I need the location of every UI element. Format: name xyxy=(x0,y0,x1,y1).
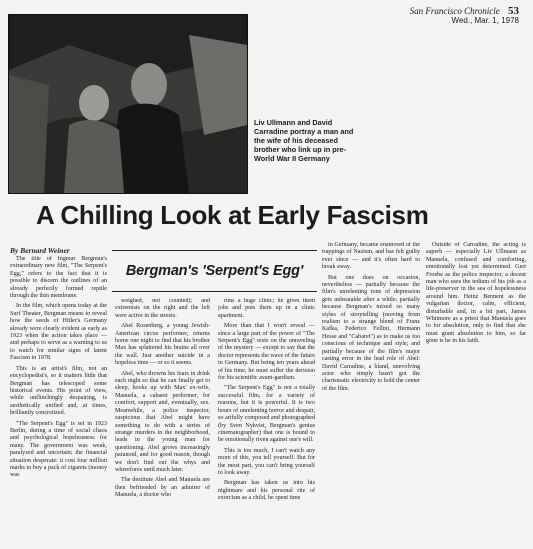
issue-date: Wed., Mar. 1, 1978 xyxy=(451,16,519,25)
subhead-box xyxy=(112,250,317,292)
article-column-3 xyxy=(218,298,315,546)
paragraph: Abel Rosenberg, a young Jewish-American circus performer, returns home one night to find that his brother Max has splattered his brains all over the wall. Just another suicide in a hopeless time — or so it seems. xyxy=(115,323,210,367)
article-column-4 xyxy=(322,242,420,546)
paragraph: In the film, which opens today at the Surf Theater, Bergman means to reveal how the seeds of Hitler's Germany already were clearly evident as early as 1923 when the action takes place — and perhaps to serve as a warning to us to watch for similar signs of latent Fascism in 1978. xyxy=(10,303,107,362)
paragraph: More than that I won't reveal — since a large part of the power of "The Serpent's Egg" rests on the unraveling of the mystery — except to say that the doctor represents the wave of the future in Germany. But being ten years ahead of his time, he must suffer the derision for his scientific avant-gardism. xyxy=(218,323,315,382)
photo-image xyxy=(9,15,247,193)
paragraph: in Germany, became enamored of the trappings of Nazism, and has felt guilty ever since — and it's often hard to break away. xyxy=(322,242,420,271)
paragraph: "The Serpent's Egg" is not a totally successful film, for a variety of reasons, but it is powerful. It is two hours of unrelenting horror and despair, so artfully composed and photographed (by Sven Nykvist, Bergman's genius cinematographer) that one is bound to be emotionally riven against one's will. xyxy=(218,385,315,444)
paragraph: "The Serpent's Egg" is set in 1923 Berlin, during a time of social chaos and psychological hopelessness for many. The government was weak, paralyzed and uncertain; the financial situation desperate: it cost four million marks to buy a pack of cigarets (money was xyxy=(10,420,107,479)
paragraph: weighed, not counted); and extremists on the right and the left were active in the streets. xyxy=(115,298,210,319)
paragraph: Bergman has taken us into his nightmare and his personal rite of exorcism as a child, he spent time xyxy=(218,480,315,502)
article-column-5 xyxy=(426,242,526,546)
paragraph: This is too much, I can't watch any more of this, you tell yourself. But for the most part, you can't bring yourself to look away. xyxy=(218,447,315,476)
paragraph: Abel, who drowns his fears in drink each night so that he can finally get to sleep, hooks up with Max' ex-wife, Manuela, a cabaret performer, for comfort, support and, eventually, sex. Meanwhile, a police inspector, suspicious that Abel might have something to do with a series of strange murders in the neighborhood, leads in the young man for questioning. Abel grows increasingly paranoid, and for good reason, though we don't find out the whys and wherefores until much later. xyxy=(115,370,210,473)
film-still-photo xyxy=(8,14,248,194)
photo-caption: Liv Ullmann and David Carradine portray a man and the wife of his deceased brother who link up in pre-World War II Germany xyxy=(254,118,354,163)
paragraph: The destitute Abel and Manuela are then befriended by an admirer of Manuela, a doctor who xyxy=(115,477,210,499)
page-number: 53 xyxy=(508,5,519,17)
article-column-2 xyxy=(115,298,210,546)
publication-name: San Francisco Chronicle xyxy=(409,6,500,16)
paragraph: runs a huge clinic; he gives them jobs and puts them up in a clinic apartment. xyxy=(218,298,315,319)
paragraph: This is an artist's film, not an encyclopedist's, so it matters little that Bergman has telescoped some historical events. His point of view, while unflinchingly despairing, is aesthetically unified and, at times, brilliantly concretized. xyxy=(10,365,107,417)
byline: By Bernard Weiner xyxy=(10,246,70,255)
article-column-1 xyxy=(10,256,107,546)
paragraph: But one does on occasion, nevertheless — partially because the film's unrelenting tone of depression gets unbearable after a while; partially because Bergman's mixed so many styles of storytelling (moving from realism to a strange blend of Franz Kafka, Federico Fellini, Hermann Hesse and "Cabaret") as to make us too conscious of technique and style; and partially because of the film's major casting error in the lead role of Abel: David Carradine, a bland, unevolving actor who simply hasn't got the charismatic electricity to hold the center of the film. xyxy=(322,274,420,392)
article-headline: A Chilling Look at Early Fascism xyxy=(36,200,429,230)
paragraph: The title of Ingmar Bergman's extraordinary new film, "The Serpent's Egg," refers to the fact that it is possible to discern the outlines of an already perfectly formed reptile through the thin membrane. xyxy=(10,256,107,300)
masthead xyxy=(369,6,519,26)
paragraph: Outside of Carradine, the acting is superb — especially Liv Ullmann as Manuela, confused and comforting, emotionally lost yet determined. Gert Froebe as the police inspector, a decent man who uses the tedium of his job as a life-preserver in the sea of hopelessness around him. Heinz Bennent as the vulgarian doctor, calm, efficient, disturbable and, in a bit part, James Whitmore as a priest that Manuela goes to for absolution, only to find that she must grant absolution to him, so far gone is he in his faith. xyxy=(426,242,526,345)
article-subhead: Bergman's 'Serpent's Egg' xyxy=(125,263,304,279)
